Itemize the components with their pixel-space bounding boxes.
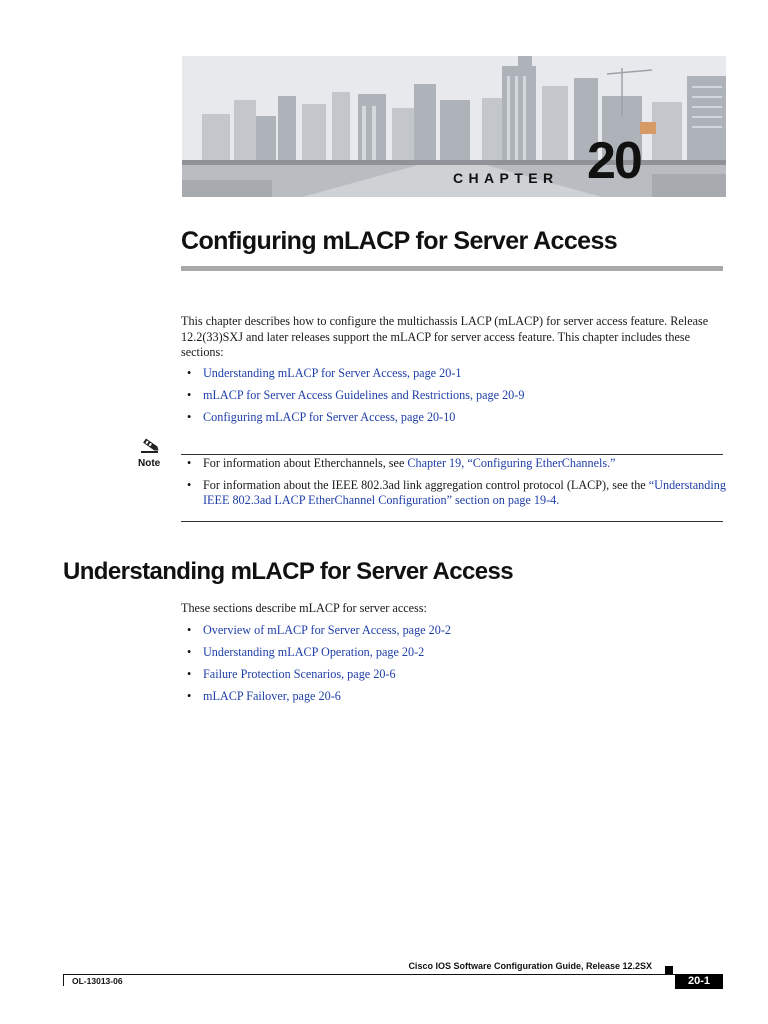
note-bottom-rule	[181, 521, 723, 522]
page-title: Configuring mLACP for Server Access	[181, 227, 618, 255]
note-link[interactable]: Chapter 19, “Configuring EtherChannels.”	[407, 456, 616, 470]
list-item	[181, 478, 726, 509]
footer-doc-number: OL-13013-06	[72, 976, 123, 986]
note-text: For information about Etherchannels, see	[203, 456, 408, 470]
list-item	[181, 388, 726, 410]
pencil-note-icon	[140, 436, 160, 454]
title-divider	[181, 266, 723, 271]
footer-rule	[63, 974, 723, 975]
list-item	[181, 645, 726, 667]
page-number: 20-1	[675, 974, 723, 989]
section-intro: These sections describe mLACP for server access:	[181, 601, 427, 615]
section-link[interactable]: Overview of mLACP for Server Access, page 20-2	[203, 623, 451, 637]
footer-tick	[63, 974, 64, 986]
list-item	[181, 689, 726, 711]
chapter-section-list	[181, 366, 726, 432]
section-link[interactable]: Understanding mLACP Operation, page 20-2	[203, 645, 425, 659]
chapter-label: CHAPTER	[453, 170, 559, 186]
chapter-number: 20	[587, 132, 641, 190]
footer-guide-title: Cisco IOS Software Configuration Guide, Release 12.2SX	[408, 961, 652, 971]
section-link[interactable]: Configuring mLACP for Server Access, page 20-10	[203, 410, 456, 424]
list-item	[181, 667, 726, 689]
list-item	[181, 366, 726, 388]
section-heading: Understanding mLACP for Server Access	[63, 558, 513, 585]
footer-marker	[665, 966, 673, 974]
section-link[interactable]: Understanding mLACP for Server Access, page 20-1	[203, 366, 462, 380]
section-link[interactable]: mLACP Failover, page 20-6	[203, 689, 341, 703]
note-label: Note	[138, 458, 161, 469]
note-text: For information about the IEEE 802.3ad link aggregation control protocol (LACP), see the	[203, 477, 649, 492]
section-link[interactable]: mLACP for Server Access Guidelines and Restrictions, page 20-9	[203, 388, 525, 402]
note-link[interactable]: “Understanding IEEE 802.3ad LACP EtherChannel Configuration” section on page 19-4.	[203, 477, 726, 507]
section-link-list	[181, 623, 726, 711]
list-item	[181, 456, 726, 472]
section-link[interactable]: Failure Protection Scenarios, page 20-6	[203, 667, 396, 681]
list-item	[181, 623, 726, 645]
note-list	[181, 456, 726, 515]
list-item	[181, 410, 726, 432]
note-top-rule	[181, 454, 723, 455]
intro-paragraph: This chapter describes how to configure the multichassis LACP (mLACP) for server access feature. Release 12.2(33)SXJ and later releases support the mLACP for server access feature. This chapter includes these sections:	[181, 314, 709, 359]
